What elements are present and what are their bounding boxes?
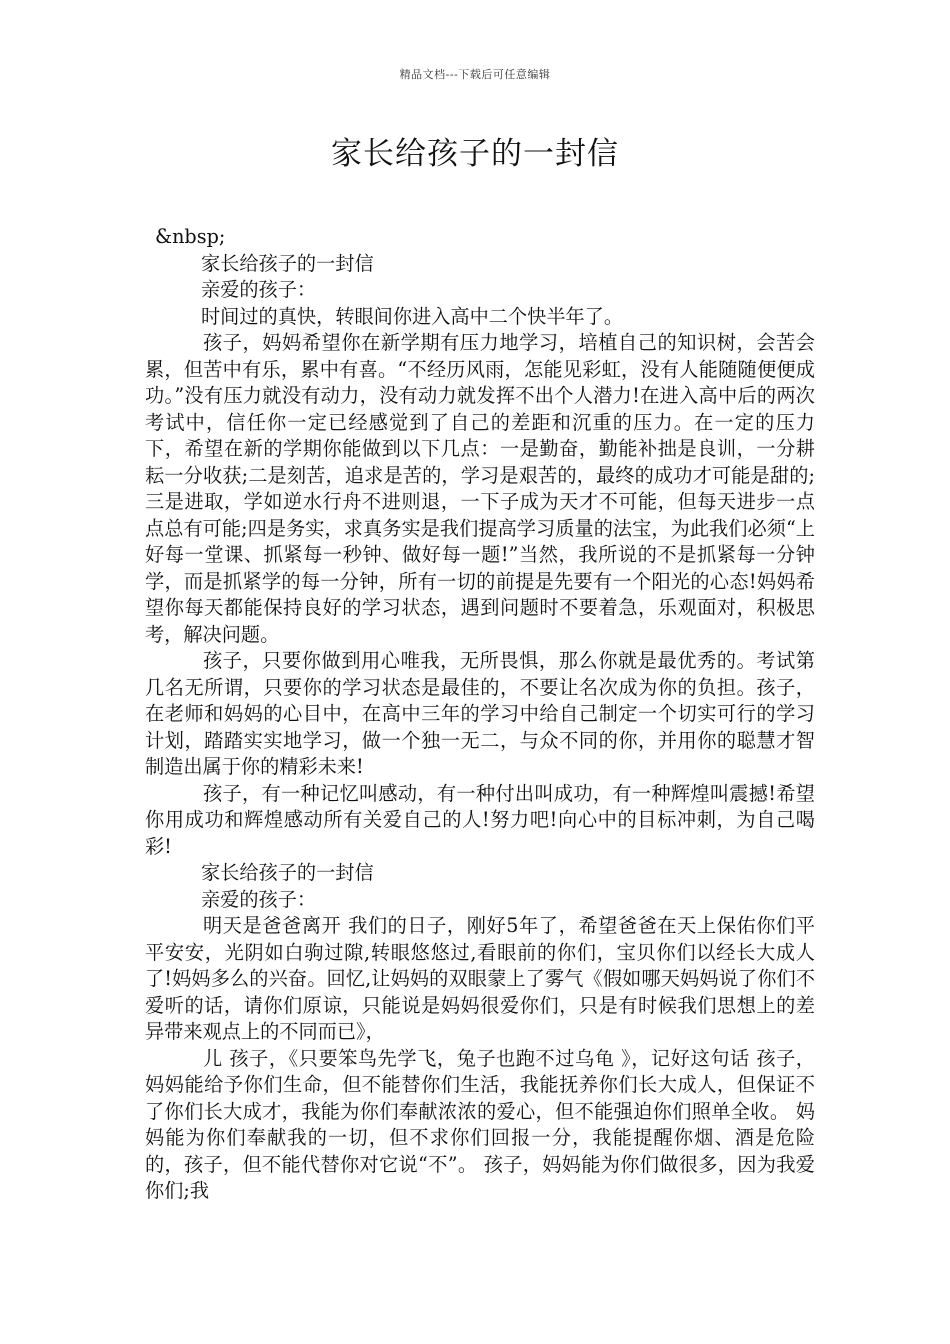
opening-line: 时间过的真快，转眼间你进入高中二个快半年了。 — [201, 304, 624, 328]
body-paragraph: 明天是爸爸离开 我们的日子，刚好5年了，希望爸爸在天上保佑你们平平安安，光阴如白驹过隙,转眼悠悠过,看眼前的你们，宝贝你们以经长大成人了!妈妈多么的兴奋。回忆,让妈妈的双眼蒙上了雾气《假如哪天妈妈说了你们不爱听的话，请你们原谅，只能说是妈妈很爱你们，只是有时候我们思想上的差异带来观点上的不同而已》， — [145, 914, 815, 1043]
letter-heading: 家长给孩子的一封信 — [201, 251, 374, 275]
body-paragraph: 孩子，只要你做到用心唯我，无所畏惧，那么你就是最优秀的。考试第几名无所谓，只要你的学习状态是最佳的，不要让名次成为你的负担。孩子，在老师和妈妈的心目中，在高中三年的学习中给自己制定一个切实可行的学习计划，踏踏实实地学习，做一个独一无二，与众不同的你，并用你的聪慧才智制造出属于你的精彩未来! — [145, 649, 815, 778]
salutation: 亲爱的孩子： — [201, 278, 317, 301]
doc-title: 家长给孩子的一封信 — [331, 136, 619, 172]
letter-heading: 家长给孩子的一封信 — [201, 861, 374, 884]
letter-body — [145, 224, 815, 1205]
header-note: 精品文档---下载后可任意编辑 — [399, 68, 551, 81]
nbsp-line: &nbsp; — [155, 225, 226, 248]
body-paragraph: 孩子，妈妈希望你在新学期有压力地学习，培植自己的知识树，会苦会累，但苦中有乐，累中有喜。“不经历风雨，怎能见彩虹，没有人能随随便便成功。”没有压力就没有动力，没有动力就发挥不出个人潜力!在进入高中后的两次考试中，信任你一定已经感觉到了自己的差距和沉重的压力。在一定的压力下，希望在新的学期你能做到以下几点：一是勤奋，勤能补拙是良训，一分耕耘一分收获;二是刻苦，追求是苦的，学习是艰苦的，最终的成功才可能是甜的;三是进取，学如逆水行舟不进则退，一下子成为天才不可能，但每天进步一点点总有可能;四是务实，求真务实是我们提高学习质量的法宝，为此我们必须“上好每一堂课、抓紧每一秒钟、做好每一题!”当然，我所说的不是抓紧每一分钟学，而是抓紧学的每一分钟，所有一切的前提是先要有一个阳光的心态!妈妈希望你每天都能保持良好的学习状态，遇到问题时不要着急，乐观面对，积极思考，解决问题。 — [145, 331, 815, 646]
body-paragraph: 孩子，有一种记忆叫感动，有一种付出叫成功，有一种辉煌叫震撼!希望你用成功和辉煌感动所有关爱自己的人!努力吧!向心中的目标冲刺，为自己喝彩! — [145, 781, 815, 858]
salutation: 亲爱的孩子： — [201, 887, 317, 911]
body-paragraph: 儿 孩子，《只要笨鸟先学飞，兔子也跑不过乌龟 》，记好这句话 孩子，妈妈能给予你们生命，但不能替你们生活，我能抚养你们长大成人，但保证不了你们长大成才，我能为你们奉献浓浓的爱心，但不能强迫你们照单全收。 妈妈能为你们奉献我的一切，但不求你们回报一分，我能提醒你烟、酒是危险的，孩子，但不能代替你对它说“不”。 孩子，妈妈能为你们做很多，因为我爱你们;我 — [145, 1046, 815, 1202]
